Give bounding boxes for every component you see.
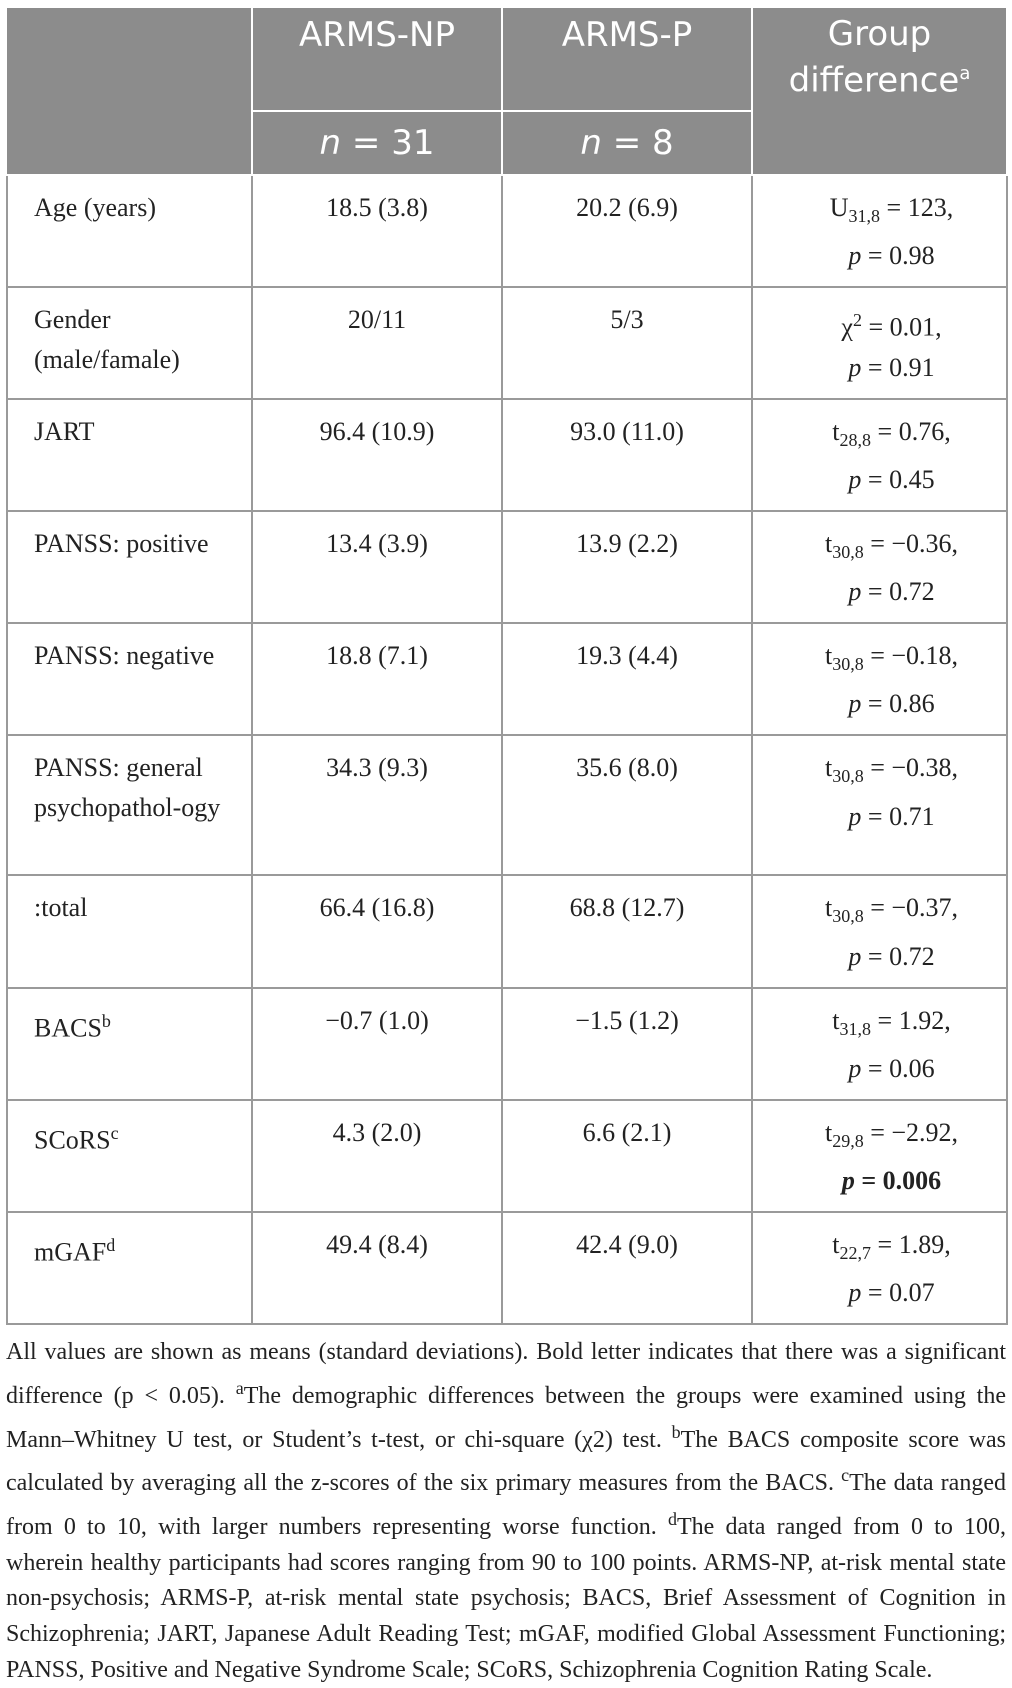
header-arms-p: ARMS-P	[502, 7, 752, 111]
row-stat-sub: 30,8	[832, 906, 864, 927]
row-label-text: Gender (male/famale)	[34, 305, 180, 375]
row-stat-line	[783, 412, 1000, 460]
row-stat-value: = 0.76,	[871, 416, 951, 446]
row-stat-line	[783, 636, 1000, 684]
footnote-intro: All values are shown as means (standard deviations). Bold letter indicates that there was a significant difference (p < 0.05).	[6, 1339, 1006, 1409]
row-arms-np-value: 4.3 (2.0)	[252, 1100, 502, 1212]
row-group-difference	[752, 623, 1007, 735]
row-arms-p-value: −1.5 (1.2)	[502, 988, 752, 1100]
footnote-a-text: The demographic differences between the groups were examined using the Mann–Whitney U test, or Student’s t-test, or chi-square (χ2) test.	[6, 1382, 1006, 1453]
header-group-sup: a	[959, 63, 971, 84]
row-stat-symbol: U	[829, 193, 849, 222]
row-stat-sup: 2	[852, 310, 862, 331]
table-row	[7, 1212, 1007, 1324]
row-label-text: SCoRS	[34, 1125, 111, 1155]
header-n-arms-p: n = 8	[502, 111, 752, 175]
row-arms-p-value: 19.3 (4.4)	[502, 623, 752, 735]
row-stat-line	[783, 1225, 1000, 1273]
row-label-text: PANSS: general psychopathol-ogy	[34, 753, 221, 823]
row-group-difference	[752, 399, 1007, 511]
row-p-value: p = 0.006	[841, 1165, 942, 1195]
row-stat-line	[783, 524, 1000, 572]
row-label	[7, 175, 252, 287]
row-group-difference	[752, 1212, 1007, 1324]
row-stat-value: = −0.37,	[863, 893, 959, 923]
row-arms-np-value: 20/11	[252, 287, 502, 399]
row-p-value: p = 0.91	[848, 352, 935, 382]
row-stat-symbol: t	[832, 1229, 840, 1259]
table-row	[7, 399, 1007, 511]
row-p-value: p = 0.86	[848, 689, 935, 719]
row-label	[7, 988, 252, 1100]
row-group-difference	[752, 175, 1007, 287]
row-p-value: p = 0.71	[848, 801, 935, 831]
row-label-text: mGAF	[34, 1237, 107, 1267]
row-group-difference	[752, 875, 1007, 987]
header-group-line2: difference	[788, 60, 960, 101]
row-p-value: p = 0.98	[848, 241, 935, 271]
row-stat-sub: 30,8	[832, 766, 864, 787]
row-stat-symbol: t	[824, 893, 833, 923]
row-arms-np-value: 34.3 (9.3)	[252, 735, 502, 875]
row-stat-symbol: χ	[841, 312, 853, 342]
footnote-a-mark: a	[235, 1377, 244, 1398]
row-stat-sub: 31,8	[839, 1018, 872, 1039]
row-stat-value: = 123,	[880, 193, 954, 222]
row-stat-symbol: t	[824, 1117, 833, 1147]
row-arms-p-value: 35.6 (8.0)	[502, 735, 752, 875]
row-p-value: p = 0.06	[848, 1053, 935, 1083]
row-stat-value: = 1.92,	[871, 1005, 951, 1035]
row-arms-p-value: 13.9 (2.2)	[502, 511, 752, 623]
header-blank-cell	[7, 7, 252, 175]
row-group-difference	[752, 988, 1007, 1100]
row-group-difference	[752, 287, 1007, 399]
table-footnote	[6, 1335, 1006, 1688]
row-label	[7, 399, 252, 511]
row-stat-symbol: t	[824, 529, 833, 559]
table-row	[7, 735, 1007, 875]
row-stat-sub: 31,8	[848, 206, 881, 227]
row-stat-line	[783, 300, 1000, 348]
row-arms-p-value: 42.4 (9.0)	[502, 1212, 752, 1324]
row-label-sup: c	[110, 1122, 119, 1143]
row-stat-line	[783, 188, 1000, 236]
table-row	[7, 175, 1007, 287]
table-container	[6, 6, 1006, 1688]
footnote-c-text: The data ranged from 0 to 10, with larger numbers representing worse function.	[6, 1470, 1006, 1540]
row-arms-p-value: 20.2 (6.9)	[502, 175, 752, 287]
row-stat-value: = −0.36,	[863, 529, 959, 559]
row-p-value: p = 0.72	[848, 941, 935, 971]
row-stat-value: = −2.92,	[863, 1117, 959, 1147]
demographics-table	[6, 6, 1008, 1325]
row-label-text: PANSS: negative	[34, 641, 215, 671]
row-stat-sub: 30,8	[832, 654, 864, 675]
row-stat-value: = 0.01,	[861, 312, 942, 342]
footnote-b-mark: b	[671, 1421, 681, 1442]
table-row	[7, 287, 1007, 399]
row-stat-symbol: t	[824, 641, 833, 671]
row-stat-symbol: t	[832, 1005, 840, 1035]
row-label-text: BACS	[34, 1013, 102, 1043]
row-arms-p-value: 5/3	[502, 287, 752, 399]
row-label-sup: d	[106, 1234, 116, 1255]
row-arms-np-value: 18.5 (3.8)	[252, 175, 502, 287]
row-stat-value: = −0.38,	[863, 753, 959, 783]
footnote-c-mark: c	[841, 1465, 850, 1486]
row-arms-np-value: 96.4 (10.9)	[252, 399, 502, 511]
row-stat-symbol: t	[824, 753, 833, 783]
row-stat-value: = −0.18,	[863, 641, 959, 671]
row-stat-symbol: t	[832, 416, 840, 446]
row-p-value: p = 0.45	[848, 465, 935, 495]
row-label-sup: b	[101, 1010, 111, 1031]
row-arms-np-value: 66.4 (16.8)	[252, 875, 502, 987]
row-label	[7, 1100, 252, 1212]
row-label	[7, 875, 252, 987]
row-stat-sub: 30,8	[832, 542, 864, 563]
row-stat-sub: 28,8	[839, 430, 872, 451]
row-stat-sub: 29,8	[832, 1130, 864, 1151]
row-label	[7, 623, 252, 735]
row-label	[7, 287, 252, 399]
row-stat-line	[783, 1001, 1000, 1049]
row-arms-np-value: −0.7 (1.0)	[252, 988, 502, 1100]
row-arms-np-value: 49.4 (8.4)	[252, 1212, 502, 1324]
row-label-text: PANSS: positive	[34, 529, 209, 559]
table-row	[7, 988, 1007, 1100]
row-arms-p-value: 68.8 (12.7)	[502, 875, 752, 987]
table-row	[7, 1100, 1007, 1212]
header-arms-np: ARMS-NP	[252, 7, 502, 111]
row-stat-sub: 22,7	[839, 1243, 872, 1264]
table-body	[7, 175, 1007, 1324]
row-label	[7, 735, 252, 875]
table-row	[7, 875, 1007, 987]
header-group-line1: Group	[827, 14, 932, 54]
header-n-arms-np: n = 31	[252, 111, 502, 175]
row-stat-line	[783, 888, 1000, 936]
footnote-d-mark: d	[667, 1508, 677, 1529]
row-label	[7, 1212, 252, 1324]
row-group-difference	[752, 511, 1007, 623]
footnote-b-text: The BACS composite score was calculated by averaging all the z-scores of the six primary measures from the BACS.	[6, 1426, 1006, 1497]
row-stat-value: = 1.89,	[871, 1229, 951, 1259]
footnote-d-text: The data ranged from 0 to 100, wherein healthy participants had scores ranging from 90 to 100 points. ARMS-NP, at-risk mental state non-psychosis; ARMS-P, at-risk mental state psychosis; BACS, Brief Assessment of Cognition in Schizophrenia; JART, Japanese Adult Reading Test; mGAF, modified Global Assessment Functioning; PANSS, Positive and Negative Syndrome Scale; SCoRS, Schizophrenia Cognition Rating Scale.	[6, 1513, 1007, 1683]
row-arms-p-value: 93.0 (11.0)	[502, 399, 752, 511]
row-arms-np-value: 13.4 (3.9)	[252, 511, 502, 623]
row-label-text: Age (years)	[34, 193, 156, 222]
table-row	[7, 623, 1007, 735]
row-arms-np-value: 18.8 (7.1)	[252, 623, 502, 735]
row-stat-line	[783, 748, 1000, 796]
row-stat-line	[783, 1113, 1000, 1161]
row-p-value: p = 0.07	[848, 1278, 935, 1308]
header-group-difference	[752, 7, 1007, 175]
table-row	[7, 511, 1007, 623]
row-label-text: JART	[34, 416, 95, 446]
row-label-text: :total	[34, 893, 88, 923]
row-arms-p-value: 6.6 (2.1)	[502, 1100, 752, 1212]
row-group-difference	[752, 1100, 1007, 1212]
row-label	[7, 511, 252, 623]
row-p-value: p = 0.72	[848, 577, 935, 607]
row-group-difference	[752, 735, 1007, 875]
